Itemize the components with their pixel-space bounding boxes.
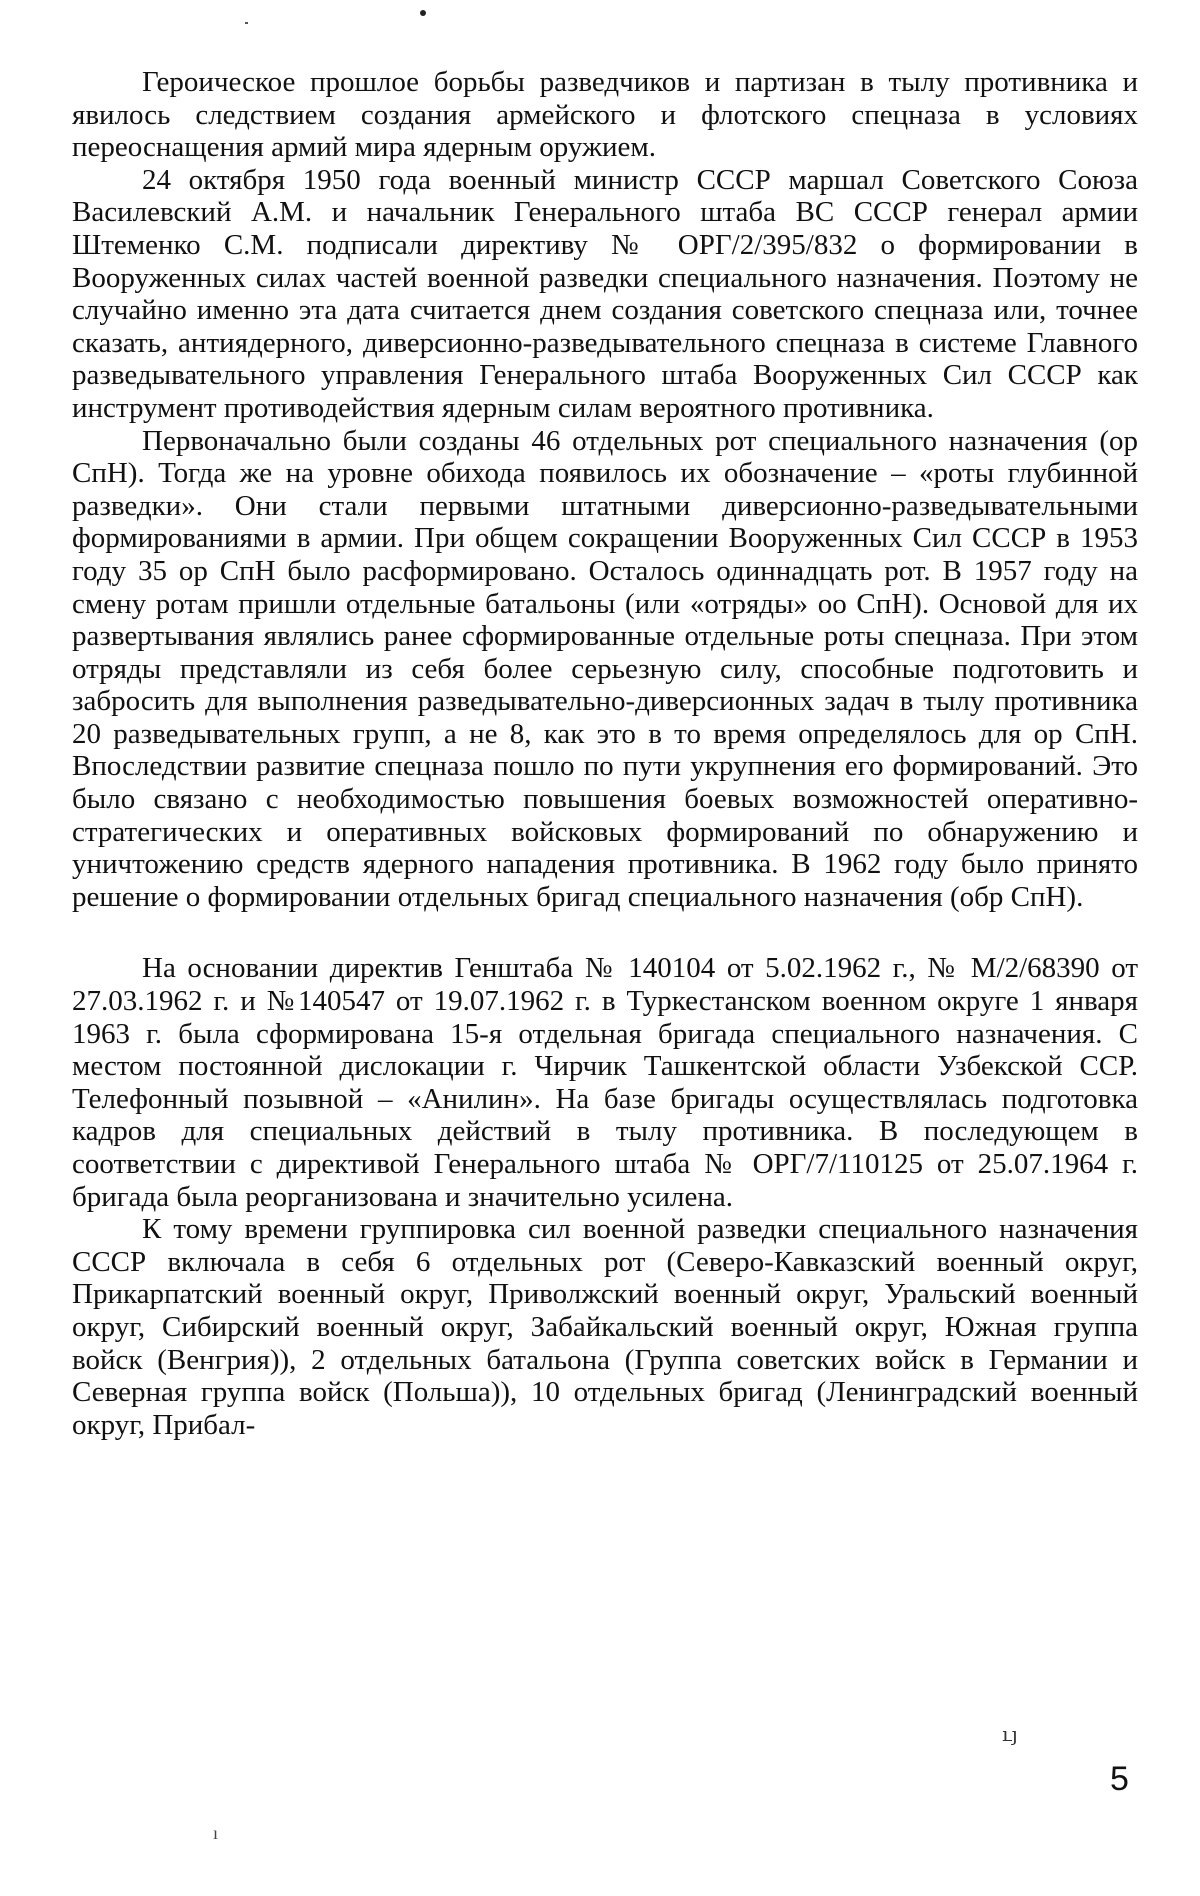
- paragraph: Первоначально были созданы 46 отдельных рот специального назначения (ор СпН). Тогда же на уровне обихода появилось их обозначение – «роты глубинной разведки». Они стали первыми штатными диверсионно-разведывательными формированиями в армии. При общем сокращении Вооруженных Сил СССР в 1953 году 35 ор СпН было расформировано. Осталось одиннадцать рот. В 1957 году на смену ротам пришли отдельные батальоны (или «отряды» оо СпН). Основой для их развертывания являлись ранее сформированные отдельные роты спецназа. При этом отряды представляли из себя более серьезную силу, способные подготовить и забросить для выполнения разведывательно-диверсионных задач в тылу противника 20 разведывательных групп, а не 8, как это в то время определялось для ор СпН. Впоследствии развитие спецназа пошло по пути укрупнения его формирований. Это было связано с необходимостью повышения боевых возможностей оперативно-стратегических и оперативных войсковых формирований по обнаружению и уничтожению средств ядерного нападения противника. В 1962 году было принято решение о формировании отдельных бригад специального назначения (обр СпН).: [72, 424, 1138, 913]
- page-number: 5: [1110, 1760, 1129, 1798]
- scan-mark: ı: [213, 1823, 219, 1843]
- paragraph: Героическое прошлое борьбы разведчиков и партизан в тылу противника и явилось следствием создания армейского и флотского спецназа в условиях переоснащения армий мира ядерным оружием.: [72, 66, 1138, 164]
- scan-speck: [420, 10, 426, 16]
- scan-mark: ւյ: [1002, 1724, 1018, 1746]
- body-text: [72, 66, 1138, 1441]
- paragraph: На основании директив Генштаба № 140104 от 5.02.1962 г., № М/2/68390 от 27.03.1962 г. и №140547 от 19.07.1962 г. в Туркестанском военном округе 1 января 1963 г. была сформирована 15-я отдельная бригада специального назначения. С местом постоянной дислокации г. Чирчик Ташкентской области Узбекской ССР. Телефонный позывной – «Анилин». На базе бригады осуществлялась подготовка кадров для специальных действий в тылу противника. В последующем в соответствии с директивой Генерального штаба № ОРГ/7/110125 от 25.07.1964 г. бригада была реорганизована и значительно усилена.: [72, 952, 1138, 1213]
- scan-speck: [245, 22, 248, 24]
- paragraph: 24 октября 1950 года военный министр СССР маршал Советского Союза Василевский А.М. и начальник Генерального штаба ВС СССР генерал армии Штеменко С.М. подписали директиву № ОРГ/2/395/832 о формировании в Вооруженных силах частей военной разведки специального назначения. Поэтому не случайно именно эта дата считается днем создания советского спецназа или, точнее сказать, антиядерного, диверсионно-разведывательного спецназа в системе Главного разведывательного управления Генерального штаба Вооруженных Сил СССР как инструмент противодействия ядерным силам вероятного противника.: [72, 163, 1138, 424]
- paragraph: К тому времени группировка сил военной разведки специального назначения СССР включала в себя 6 отдельных рот (Северо-Кавказский военный округ, Прикарпатский военный округ, Приволжский военный округ, Уральский военный округ, Сибирский военный округ, Забайкальский военный округ, Южная группа войск (Венгрия)), 2 отдельных батальона (Группа советских войск в Германии и Северная группа войск (Польша)), 10 отдельных бригад (Ленинградский военный округ, Прибал-: [72, 1213, 1138, 1441]
